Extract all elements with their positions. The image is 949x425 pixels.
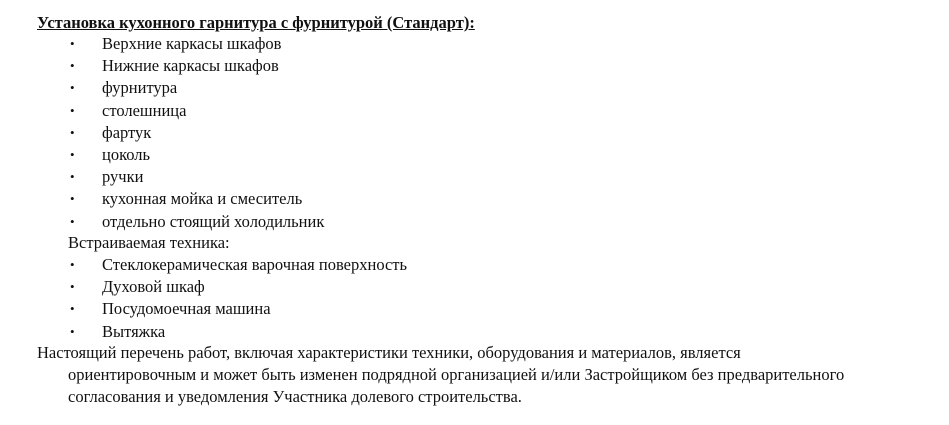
list-item-text: цоколь [102,144,151,164]
list-item-text: столешница [102,100,187,120]
bullet-icon: • [70,323,75,339]
bullet-icon: • [70,58,75,74]
disclaimer-line: согласования и уведомления Участника долевого строительства. [68,386,522,406]
list-item-text: фурнитура [102,78,178,98]
bullet-icon: • [70,80,75,96]
bullet-icon: • [70,279,75,295]
bullet-icon: • [70,124,75,140]
disclaimer-line: Настоящий перечень работ, включая характеристики техники, оборудования и материалов, является [37,343,741,362]
disclaimer-paragraph [37,342,937,407]
appliances-heading: Встраиваемая техника: [68,233,230,252]
bullet-icon: • [70,213,75,229]
list-item-text: отдельно стоящий холодильник [102,211,325,231]
list-item-text: Вытяжка [102,321,166,341]
list-item-text: кухонная мойка и смеситель [102,189,303,209]
list-item-text: Духовой шкаф [102,277,205,297]
bullet-icon: • [70,301,75,317]
list-item-text: фартук [102,122,152,142]
list-item-text: Нижние каркасы шкафов [102,56,279,76]
bullet-icon: • [70,146,75,162]
section-heading: Установка кухонного гарнитура с фурнитурой (Стандарт): [37,13,475,32]
disclaimer-line: ориентировочным и может быть изменен подрядной организацией и/или Застройщиком без предварительного [68,364,845,384]
list-item-text: ручки [102,167,144,187]
bullet-icon: • [70,36,75,51]
bullet-icon: • [70,257,75,272]
list-item-text: Стеклокерамическая варочная поверхность [102,255,408,274]
bullet-icon: • [70,169,75,185]
list-item-text: Верхние каркасы шкафов [102,34,282,53]
list-item-text: Посудомоечная машина [102,299,271,319]
bullet-icon: • [70,102,75,118]
bullet-icon: • [70,191,75,207]
